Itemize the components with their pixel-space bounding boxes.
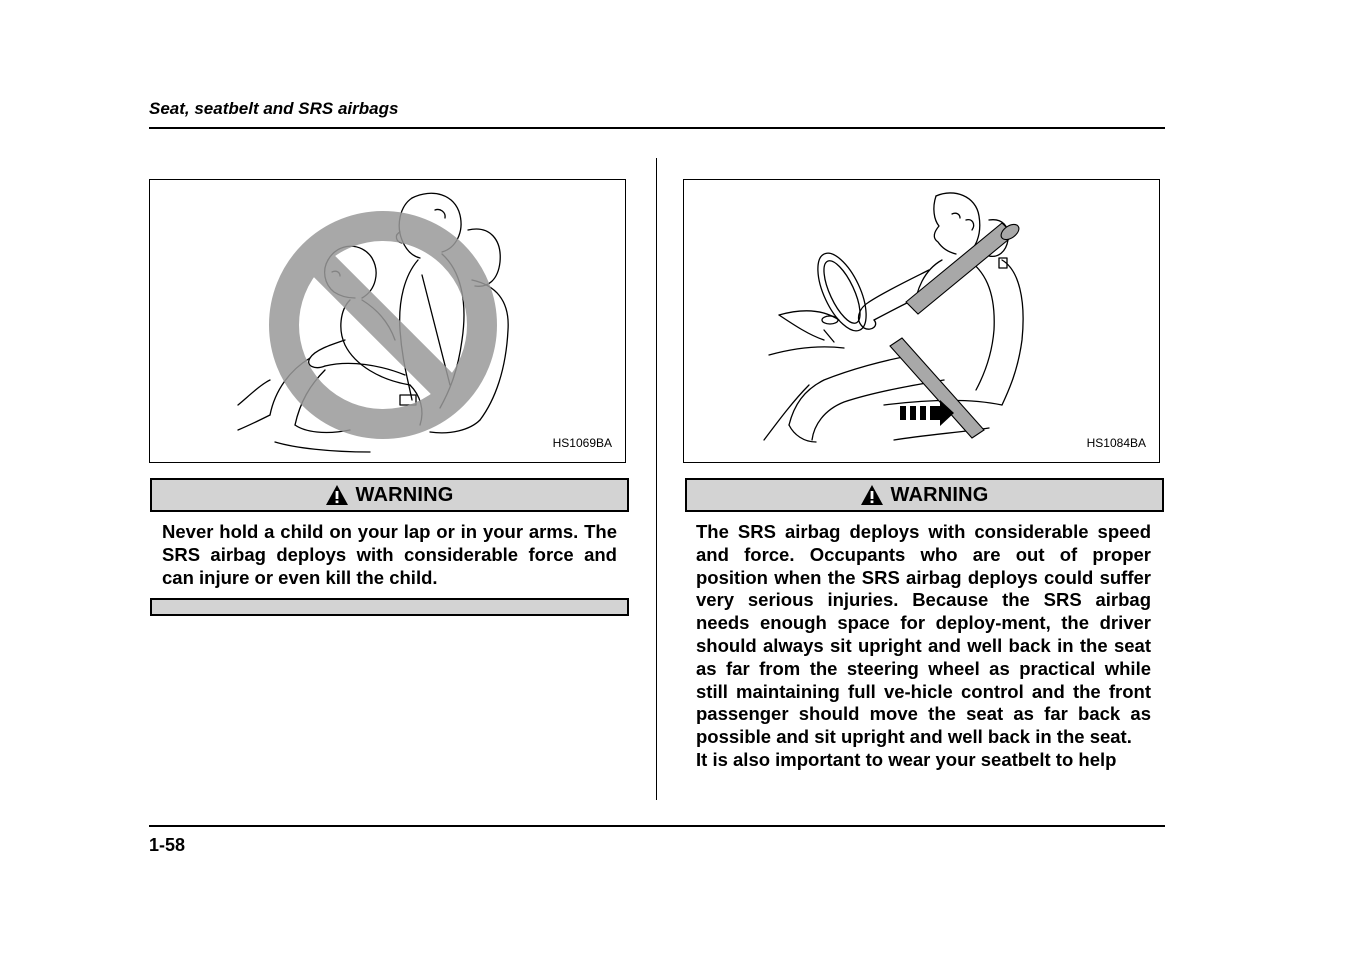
warning-header [150,478,629,512]
driver-seated-illustration [684,180,1160,463]
warning-label: WARNING [890,483,989,506]
footer-rule [149,825,1165,827]
child-on-lap-figure [149,179,626,463]
warning-text [162,521,617,589]
warning-triangle-icon [860,484,884,506]
child-on-lap-illustration [150,180,626,463]
driver-seated-figure [683,179,1160,463]
warning-paragraph: Never hold a child on your lap or in your arms. The SRS airbag deploys with considerable force and can injure or even kill the child. [162,521,617,588]
page-number: 1-58 [149,835,186,855]
warning-label: WARNING [355,483,454,506]
section-title: Seat, seatbelt and SRS airbags [149,99,399,118]
warning-text [696,521,1151,772]
figure-code: HS1069BA [552,436,612,450]
figure-code: HS1084BA [1086,436,1146,450]
header-rule [149,127,1165,129]
warning-paragraph-continued: It is also important to wear your seatbelt to help [696,748,1117,770]
column-divider [656,158,657,800]
warning-end-bar [150,598,629,616]
warning-paragraph: The SRS airbag deploys with considerable speed and force. Occupants who are out of proper position when the SRS airbag deploys could suffer very serious injuries. Because the SRS airbag needs enough space for deploy-ment, the driver should always sit upright and well back in the seat as far from the steering wheel as practical while still maintaining full ve-hicle control and the front passenger should move the seat as far back as possible and sit upright and well back in the seat. [696,521,1151,748]
warning-triangle-icon [325,484,349,506]
warning-header [685,478,1164,512]
